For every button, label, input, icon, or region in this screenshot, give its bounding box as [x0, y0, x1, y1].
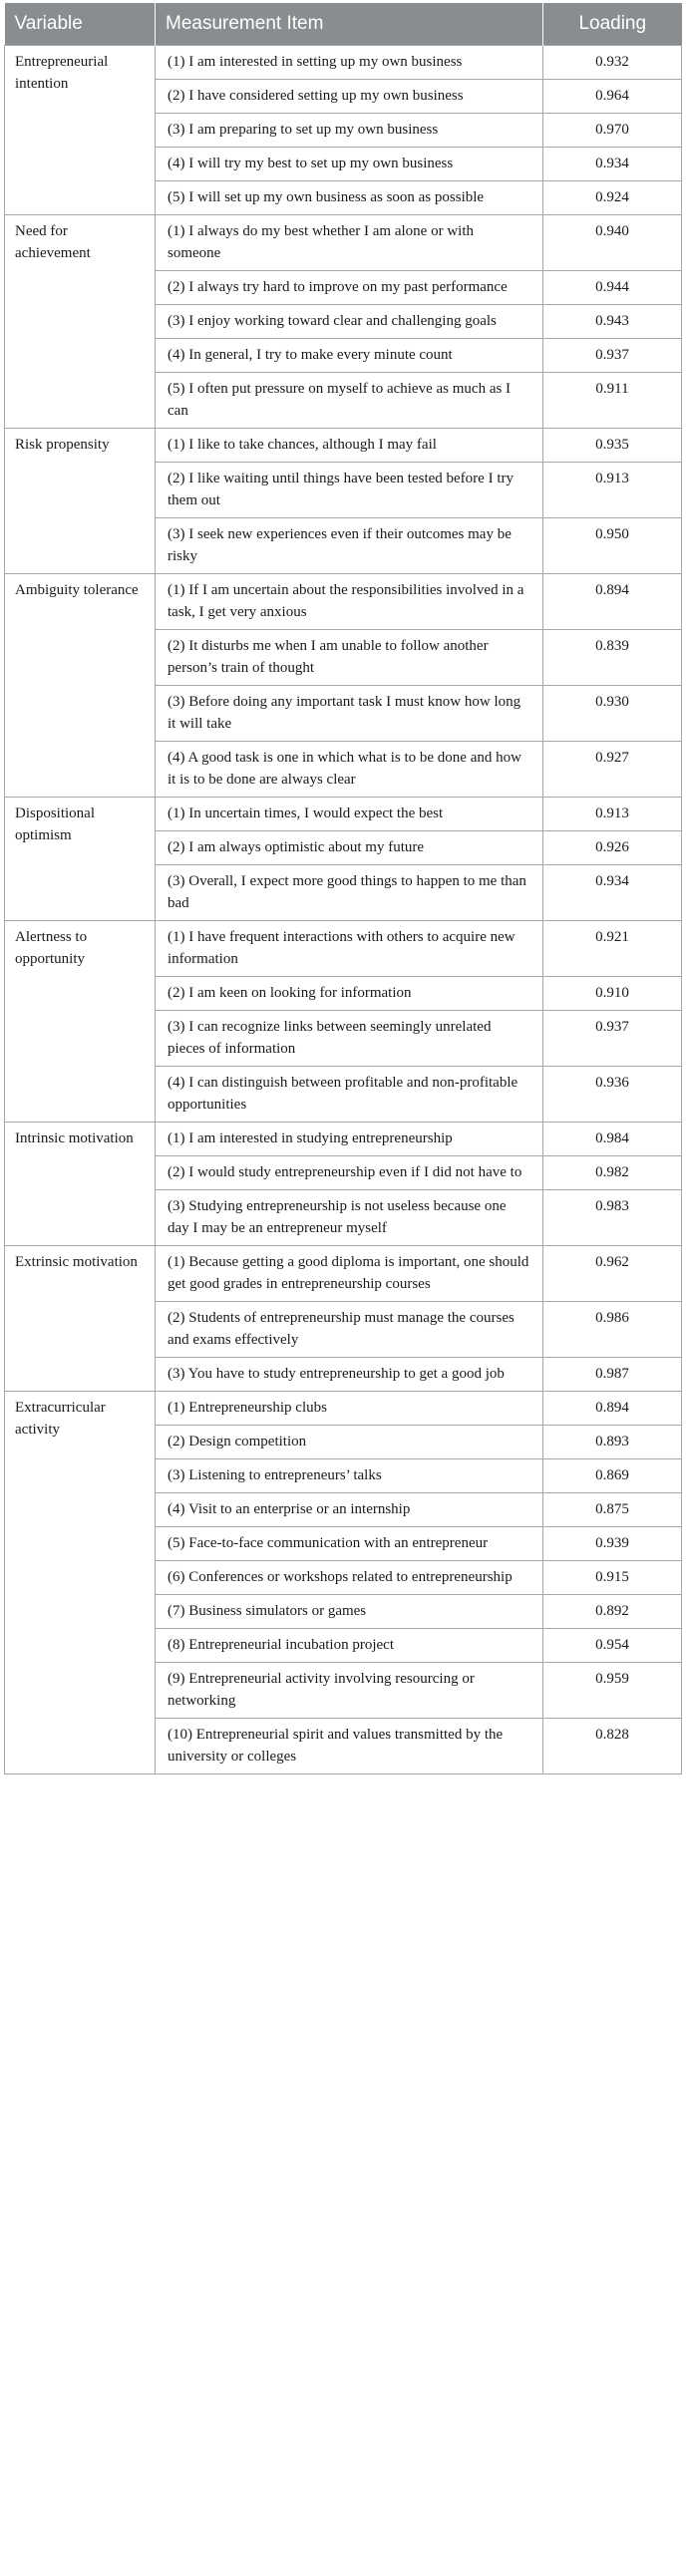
loading-cell: 0.828 — [543, 1719, 682, 1774]
loading-cell: 0.944 — [543, 271, 682, 305]
loading-cell: 0.935 — [543, 429, 682, 463]
loading-cell: 0.940 — [543, 215, 682, 271]
measurement-item-cell: (3) Listening to entrepreneurs’ talks — [156, 1459, 543, 1493]
table-header — [5, 3, 682, 46]
loading-cell: 0.911 — [543, 373, 682, 429]
measurement-item-cell: (5) I will set up my own business as soon as possible — [156, 181, 543, 215]
measurement-item-cell: (2) It disturbs me when I am unable to follow another person’s train of thought — [156, 630, 543, 686]
measurement-item-cell: (10) Entrepreneurial spirit and values transmitted by the university or colleges — [156, 1719, 543, 1774]
measurement-item-cell: (1) I am interested in studying entrepreneurship — [156, 1123, 543, 1156]
measurement-item-cell: (3) Overall, I expect more good things to happen to me than bad — [156, 865, 543, 921]
loading-cell: 0.913 — [543, 798, 682, 831]
table-row — [5, 1123, 682, 1156]
variable-cell: Dispositional optimism — [5, 798, 156, 921]
loading-cell: 0.839 — [543, 630, 682, 686]
loading-cell: 0.986 — [543, 1302, 682, 1358]
measurement-item-cell: (1) In uncertain times, I would expect the best — [156, 798, 543, 831]
measurement-item-cell: (6) Conferences or workshops related to entrepreneurship — [156, 1561, 543, 1595]
loading-cell: 0.892 — [543, 1595, 682, 1629]
loading-cell: 0.939 — [543, 1527, 682, 1561]
loading-cell: 0.932 — [543, 46, 682, 80]
variable-cell: Alertness to opportunity — [5, 921, 156, 1123]
measurement-item-cell: (3) I enjoy working toward clear and challenging goals — [156, 305, 543, 339]
loading-cell: 0.936 — [543, 1067, 682, 1123]
loadings-table — [4, 3, 682, 1774]
loading-cell: 0.893 — [543, 1426, 682, 1459]
table-row — [5, 574, 682, 630]
variable-cell: Intrinsic motivation — [5, 1123, 156, 1246]
loading-cell: 0.921 — [543, 921, 682, 977]
loading-cell: 0.937 — [543, 339, 682, 373]
measurement-item-cell: (8) Entrepreneurial incubation project — [156, 1629, 543, 1663]
measurement-item-cell: (2) I have considered setting up my own business — [156, 80, 543, 114]
loading-cell: 0.982 — [543, 1156, 682, 1190]
loading-cell: 0.934 — [543, 865, 682, 921]
measurement-item-cell: (2) I always try hard to improve on my past performance — [156, 271, 543, 305]
measurement-item-cell: (1) I have frequent interactions with others to acquire new information — [156, 921, 543, 977]
variable-cell: Ambiguity tolerance — [5, 574, 156, 798]
table-row — [5, 1392, 682, 1426]
measurement-item-cell: (5) Face-to-face communication with an entrepreneur — [156, 1527, 543, 1561]
loading-cell: 0.937 — [543, 1011, 682, 1067]
header-row — [5, 3, 682, 46]
loading-cell: 0.926 — [543, 831, 682, 865]
measurement-item-cell: (7) Business simulators or games — [156, 1595, 543, 1629]
loading-cell: 0.869 — [543, 1459, 682, 1493]
loading-cell: 0.964 — [543, 80, 682, 114]
loading-cell: 0.970 — [543, 114, 682, 148]
loading-cell: 0.915 — [543, 1561, 682, 1595]
table-row — [5, 1246, 682, 1302]
loading-cell: 0.910 — [543, 977, 682, 1011]
measurement-item-cell: (3) Before doing any important task I must know how long it will take — [156, 686, 543, 742]
measurement-item-cell: (4) A good task is one in which what is to be done and how it is to be done are always clear — [156, 742, 543, 798]
variable-cell: Risk propensity — [5, 429, 156, 574]
measurement-item-cell: (2) I am always optimistic about my future — [156, 831, 543, 865]
table-row — [5, 921, 682, 977]
measurement-item-cell: (1) I am interested in setting up my own business — [156, 46, 543, 80]
measurement-item-cell: (1) I always do my best whether I am alone or with someone — [156, 215, 543, 271]
loading-cell: 0.934 — [543, 148, 682, 181]
loading-cell: 0.983 — [543, 1190, 682, 1246]
measurement-item-cell: (4) Visit to an enterprise or an internship — [156, 1493, 543, 1527]
measurement-item-cell: (3) Studying entrepreneurship is not useless because one day I may be an entrepreneur myself — [156, 1190, 543, 1246]
variable-cell: Extrinsic motivation — [5, 1246, 156, 1392]
header-loading: Loading — [543, 3, 682, 46]
loading-cell: 0.913 — [543, 463, 682, 518]
measurement-item-cell: (1) If I am uncertain about the responsibilities involved in a task, I get very anxious — [156, 574, 543, 630]
loading-cell: 0.959 — [543, 1663, 682, 1719]
loading-cell: 0.930 — [543, 686, 682, 742]
variable-cell: Need for achievement — [5, 215, 156, 429]
measurement-item-cell: (2) I like waiting until things have been tested before I try them out — [156, 463, 543, 518]
loading-cell: 0.987 — [543, 1358, 682, 1392]
measurement-item-cell: (5) I often put pressure on myself to achieve as much as I can — [156, 373, 543, 429]
loading-cell: 0.927 — [543, 742, 682, 798]
measurement-item-cell: (4) I can distinguish between profitable and non-profitable opportunities — [156, 1067, 543, 1123]
loading-cell: 0.984 — [543, 1123, 682, 1156]
measurement-item-cell: (1) Entrepreneurship clubs — [156, 1392, 543, 1426]
header-variable: Variable — [5, 3, 156, 46]
measurement-item-cell: (2) Design competition — [156, 1426, 543, 1459]
measurement-item-cell: (3) I am preparing to set up my own business — [156, 114, 543, 148]
measurement-item-cell: (3) I can recognize links between seemingly unrelated pieces of information — [156, 1011, 543, 1067]
table-row — [5, 215, 682, 271]
measurement-item-cell: (3) I seek new experiences even if their outcomes may be risky — [156, 518, 543, 574]
loading-cell: 0.950 — [543, 518, 682, 574]
table-row — [5, 798, 682, 831]
measurement-item-cell: (3) You have to study entrepreneurship to get a good job — [156, 1358, 543, 1392]
measurement-item-cell: (1) I like to take chances, although I may fail — [156, 429, 543, 463]
loading-cell: 0.924 — [543, 181, 682, 215]
measurement-item-cell: (2) Students of entrepreneurship must manage the courses and exams effectively — [156, 1302, 543, 1358]
variable-cell: Extracurricular activity — [5, 1392, 156, 1774]
loading-cell: 0.943 — [543, 305, 682, 339]
variable-cell: Entrepreneurial intention — [5, 46, 156, 215]
table-body — [5, 46, 682, 1774]
loading-cell: 0.875 — [543, 1493, 682, 1527]
table-row — [5, 429, 682, 463]
table-row — [5, 46, 682, 80]
measurement-item-cell: (4) I will try my best to set up my own business — [156, 148, 543, 181]
loading-cell: 0.894 — [543, 1392, 682, 1426]
measurement-item-cell: (4) In general, I try to make every minute count — [156, 339, 543, 373]
loading-cell: 0.894 — [543, 574, 682, 630]
loading-cell: 0.954 — [543, 1629, 682, 1663]
measurement-item-cell: (9) Entrepreneurial activity involving resourcing or networking — [156, 1663, 543, 1719]
loading-cell: 0.962 — [543, 1246, 682, 1302]
measurement-item-cell: (2) I would study entrepreneurship even if I did not have to — [156, 1156, 543, 1190]
header-measurement-item: Measurement Item — [156, 3, 543, 46]
measurement-item-cell: (2) I am keen on looking for information — [156, 977, 543, 1011]
measurement-item-cell: (1) Because getting a good diploma is important, one should get good grades in entrepreneurship courses — [156, 1246, 543, 1302]
